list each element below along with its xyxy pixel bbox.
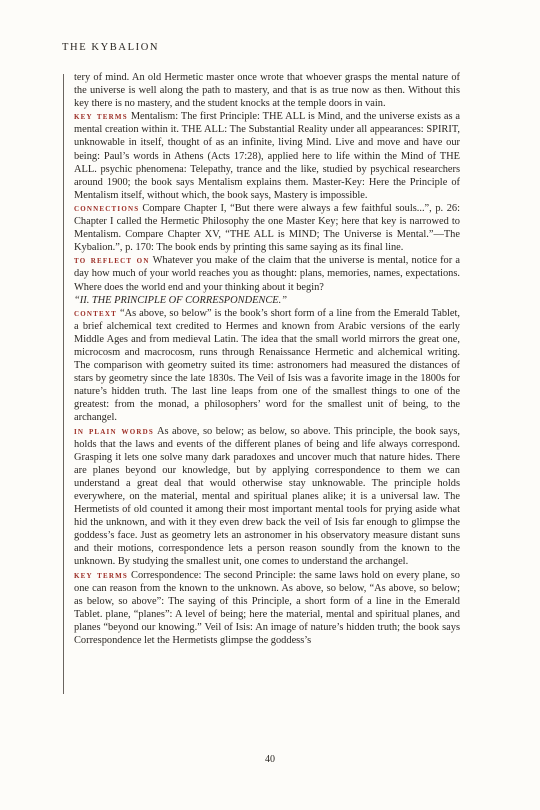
paragraph-text: tery of mind. An old Hermetic master once wrote that whoever grasps the mental nature of the universe is well along the path to mastery, and that is as true now as then. Without this key there is no mastery, and the student knocks at the temple doors in vain.: [74, 72, 460, 110]
margin-rule: [63, 74, 64, 694]
paragraph-text: “As above, so below” is the book’s short form of a line from the Emerald Tablet, a brief alchemical text credited to Hermes and known from Arabic versions of the early Middle Ages and from medieval Latin. The idea that the small world mirrors the great one, microcosm and macrocosm, runs through Renaissance Hermetic and alchemical writing. The comparison with geometry suited its time: astronomers had measured the distances of stars by geometry since the late 1830s. The Veil of Isis was a favorite image in the 1800s for nature’s hidden truth. The last line leaps from one of the smallest things to one of the greatest: from the monad, a philosophers’ word for the smallest unit of being, to the archangel.: [74, 307, 460, 424]
section-label: to reflect on: [74, 255, 150, 267]
subhead-text: “II. THE PRINCIPLE OF CORRESPONDENCE.”: [74, 294, 288, 306]
section-label: key terms: [74, 569, 129, 581]
paragraph-text: Compare Chapter I, “But there were always a few faithful souls...”, p. 26: Chapter I called the Hermetic Philosophy the one Master Key; here that key is narrowed to Mentalism. Compare Chapter XV, “THE ALL is MIND; The Universe is Mental.”—The Kybalion.”, p. 170: The book ends by printing this same saying as its final line.: [74, 202, 460, 254]
paragraph-text: As above, so below; as below, so above. This principle, the book says, holds that the laws and events of the different planes of being and life always correspond. Grasping it lets one solve many dark paradoxes and uncover much that nature hides. There are planes beyond our knowledge, but by applying correspondence to them we can understand a great deal that would otherwise stay unknowable. The principle holds everywhere, on the material, mental and spiritual planes alike; it is a universal law. The Hermetists of old counted it among their most important mental tools for prying aside what hid the unknown, and with it they even drew back the veil of Isis far enough to glimpse the goddess’s face. Just as geometry lets an astronomer in his observatory measure distant suns and their motions, correspondence lets a person reason soundly from the known to the unknown. By studying the smallest unit, one comes to understand the archangel.: [74, 425, 461, 568]
paragraph-text: Correspondence: The second Principle: the same laws hold on every plane, so one can reason from the known to the unknown. As above, so below, “As above, so below; as below, so above”: The saying of this Principle, a short form of a line in the Emerald Tablet. plane, “planes”: A level of being; here the material, mental and spiritual planes, and planes “beyond our knowing.” Veil of Isis: An image of nature’s hidden truth; the book says Correspondence let the Hermetists glimpse the goddess’s: [74, 569, 461, 647]
paragraph-key-terms-2: [74, 569, 460, 648]
section-subhead: [74, 294, 460, 307]
running-head: THE KYBALION: [62, 42, 160, 53]
paragraph-text: Mentalism: The first Principle: THE ALL is Mind, and the universe exists as a mental creation within it. THE ALL: The Substantial Reality under all appearances: SPIRIT, unknowable in itself, thought of as an infinite, living Mind. Live and move and have our being: Paul’s words in Athens (Acts 17:28), applied here to life within the Mind of THE ALL. psychic phenomena: Telepathy, trance and the like, studied by psychical researchers around 1900; the book says Mentalism explains them. Master-Key: Here the Principle of Mentalism itself, without which, the book says, Mastery is impossible.: [74, 111, 460, 201]
page-number: 40: [265, 754, 275, 765]
section-label: in plain words: [74, 425, 154, 437]
paragraph-context: [74, 307, 460, 425]
paragraph-reflect: [74, 254, 460, 293]
section-label: context: [74, 307, 118, 319]
section-label: connections: [74, 202, 140, 214]
section-label: key terms: [74, 111, 128, 123]
paragraph-connections: [74, 202, 460, 254]
body-text: [74, 71, 460, 647]
paragraph-plain-words: [74, 425, 460, 569]
paragraph-text: Whatever you make of the claim that the universe is mental, notice for a day how much of your world reaches you as thought: plans, memories, names, expectations. Where does the world end and your thinking about it begin?: [74, 255, 460, 293]
paragraph-key-terms: [74, 110, 460, 202]
paragraph-continuation: [74, 71, 460, 110]
